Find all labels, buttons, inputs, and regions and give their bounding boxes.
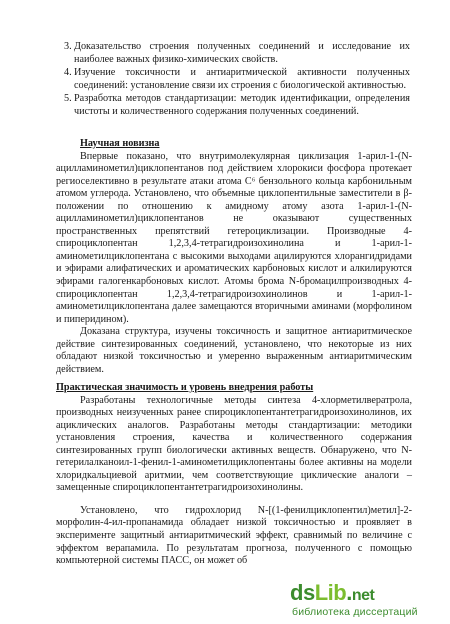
- list-item-number: 3.: [64, 41, 72, 52]
- list-item: [64, 92, 410, 118]
- paragraph: Доказана структура, изучены токсичность и защитное антиаритмическое действие синтезированных соединений, установлено, что некоторые из них обладают низкой токсичностью и умеренно выраженным антиаритмическим действием.: [56, 326, 412, 375]
- paragraph: Впервые показано, что внутримолекулярная циклизация 1-арил-1-(N-ацилламинометил)циклопентанов под действием хлорокиси фосфора протекает региоселективно в результате атаки атома С⁶ бензольного кольца карбонильным атомом углерода. Установлено, что объемные циклопентильные заместители в β-положении по отношению к амидному атому азота 1-арил-1-(N-ацилламинометил)циклопентанов не оказывают существенных пространственных препятствий гетероциклизации. Производные 4-спироциклопентан 1,2,3,4-тетрагидроизохинолина и 1-арил-1-аминометилциклопентана с высокими выходами ацилируются хлорангидридами и эфирами алифатических и ароматических карбоновых кислот и алкилируются эфирами галогенкарбоновых кислот. Атомы брома N-бромацилпроизводных 4-спироциклопентан 1,2,3,4-тетрагидроизохинолинов и 1-арил-1-аминометилциклопентана далее замещаются вторичными аминами (морфолином и пиперидином).: [56, 150, 412, 325]
- list-item: [64, 66, 410, 92]
- novelty-section: [56, 138, 412, 376]
- list-item: [64, 40, 410, 66]
- section-heading: Научная новизна: [80, 138, 160, 149]
- watermark-logo: dsLib.net: [290, 580, 375, 605]
- list-item-number: 5.: [64, 93, 72, 105]
- watermark-subtitle: библиотека диссертаций: [292, 606, 418, 618]
- list-item-text: Разработка методов стандартизации: методик идентификации, определения чистоты и количественного содержания полученных соединений.: [74, 93, 410, 118]
- paragraph: Разработаны технологичные методы синтеза 4-хлорметилвератрола, производных неизученных ранее спироциклопентантетрагидроизохинолинов, их ациклических аналогов. Разработаны методы стандартизации: методики установления строения, качества и количественного содержания синтезированных групп биологически активных веществ. Обнаружено, что N-гетерилалканоил-1-фенил-1-аминометилциклопентаны более активны на модели хлоридкальциевой аритмии, чем соответствующие циклические аналоги – замещенные спироциклопентантетрагидроизохинолины.: [56, 394, 412, 494]
- list-item-text: Изучение токсичности и антиаритмической активности полученных соединений: установление связи их строения с биологической активностью.: [74, 67, 410, 92]
- list-item-number: 4.: [64, 67, 72, 79]
- dslib-watermark: [290, 578, 450, 624]
- section-heading: Практическая значимость и уровень внедрения работы: [56, 382, 314, 393]
- list-item-text: Доказательство строения полученных соединений и исследование их наиболее важных физико-химических свойств.: [74, 41, 410, 66]
- task-list: [64, 40, 410, 119]
- paragraph: Установлено, что гидрохлорид N-[(1-фенилциклопентил)метил]-2-морфолин-4-ил-пропанамида обладает низкой токсичностью и проявляет в эксперименте защитный антиаритмический эффект, сравнимый по величине с эффектом верапамила. По результатам прогноза, полученного с помощью компьютерной системы ПАСС, он может об: [56, 504, 412, 567]
- practical-section: [56, 382, 412, 568]
